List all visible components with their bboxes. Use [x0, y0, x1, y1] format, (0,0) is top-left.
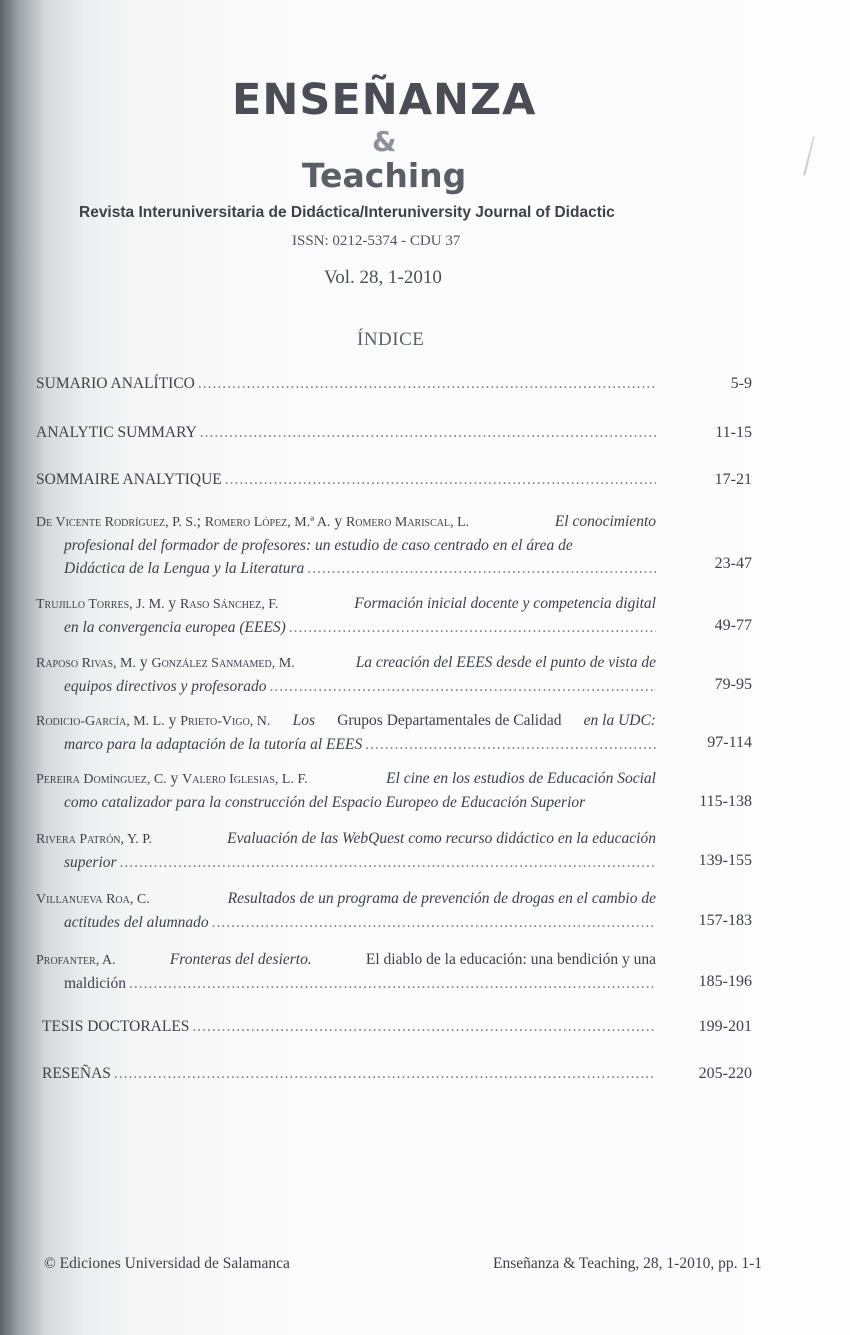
toc-page-range: 11-15: [715, 424, 752, 441]
toc-page-range: 79-95: [714, 676, 752, 693]
toc-article-title: La creación del EEES desde el punto de vista de: [355, 654, 656, 671]
toc-article-title: como catalizador para la construcción del Espacio Europeo de Educación Superior: [64, 794, 586, 811]
toc-author: Profanter, A.: [36, 953, 116, 968]
journal-title-english: Teaching: [302, 156, 467, 195]
dot-leader: [212, 911, 656, 934]
dot-leader: [225, 468, 656, 491]
toc-entry-sumario-analitico[interactable]: [36, 372, 656, 395]
toc-page-range: 97-114: [707, 734, 752, 751]
toc-article-title: superior: [64, 854, 117, 871]
toc-article-title-plain: Grupos Departamentales de Calidad: [337, 712, 562, 729]
toc-entry-sommaire-analytique[interactable]: [36, 468, 656, 491]
toc-author: Raposo Rivas, M.: [36, 656, 136, 671]
toc-entry-title: RESEÑAS: [42, 1065, 111, 1082]
toc-separator: y: [164, 712, 181, 729]
footer-citation: Enseñanza & Teaching, 28, 1-2010, pp. 1-1: [493, 1255, 762, 1272]
dot-leader: [120, 851, 656, 874]
toc-entry-analytic-summary[interactable]: [36, 421, 656, 444]
toc-article-title: Didáctica de la Lengua y la Literatura: [64, 560, 305, 577]
index-heading: ÍNDICE: [357, 329, 425, 350]
dot-leader: [200, 421, 656, 444]
toc-article-title: actitudes del alumnado: [64, 914, 209, 931]
toc-page-range: 5-9: [730, 375, 752, 392]
toc-entry-resenas[interactable]: [42, 1062, 656, 1085]
dot-leader: [192, 1015, 656, 1038]
toc-article-title: El conocimiento: [554, 513, 656, 530]
toc-page-range: 199-201: [698, 1018, 752, 1035]
toc-page-range: 49-77: [714, 617, 752, 634]
toc-entry-title: TESIS DOCTORALES: [42, 1018, 190, 1035]
journal-title-ampersand: &: [372, 125, 397, 158]
journal-title-spanish: ENSEÑANZA: [232, 75, 537, 125]
toc-article-title: Resultados de un programa de prevención de drogas en el cambio de: [227, 890, 656, 907]
toc-author: Prieto-Vigo, N.: [180, 714, 271, 729]
toc-entry-raposo-rivas[interactable]: [36, 651, 656, 698]
toc-author: Villanueva Roa, C.: [36, 892, 150, 907]
toc-article-title: Formación inicial docente y competencia digital: [354, 595, 656, 612]
toc-separator: y: [166, 770, 183, 787]
toc-entry-villanueva-roa[interactable]: [36, 887, 656, 934]
toc-author: Romero López, M.ª A.: [204, 515, 331, 530]
toc-article-title: equipos directivos y profesorado: [64, 678, 267, 695]
toc-article-title: en la UDC:: [583, 712, 656, 729]
toc-entry-trujillo-torres[interactable]: [36, 592, 656, 639]
toc-author: De Vicente Rodríguez, P. S.: [36, 515, 197, 530]
toc-page-range: 205-220: [698, 1065, 752, 1082]
dot-leader: [198, 372, 656, 395]
toc-entry-title: SUMARIO ANALÍTICO: [36, 375, 195, 392]
toc-separator: y: [164, 595, 181, 612]
toc-separator: y: [135, 654, 152, 671]
journal-subtitle: Revista Interuniversitaria de Didáctica/Interuniversity Journal of Didactic: [79, 204, 615, 221]
toc-author: Rodicio-García, M. L.: [36, 714, 165, 729]
toc-page-range: 17-21: [714, 471, 752, 488]
toc-author: Valero Iglesias, L. F.: [182, 772, 308, 787]
toc-entry-rodicio-garcia[interactable]: [36, 709, 656, 756]
toc-page-range: 139-155: [698, 852, 752, 869]
toc-article-title-plain: El diablo de la educación: una bendición y una: [365, 951, 656, 968]
toc-article-title: en la convergencia europea (EEES): [64, 619, 286, 636]
dot-leader: [269, 675, 656, 698]
toc-entry-title: SOMMAIRE ANALYTIQUE: [36, 471, 222, 488]
toc-article-title: El cine en los estudios de Educación Social: [386, 770, 656, 787]
toc-author: Trujillo Torres, J. M.: [36, 597, 165, 612]
dot-leader: [365, 733, 656, 756]
toc-entry-title: ANALYTIC SUMMARY: [36, 424, 197, 441]
toc-entry-pereira-dominguez[interactable]: [36, 767, 656, 814]
toc-separator: y: [330, 513, 346, 530]
toc-page-range: 23-47: [714, 555, 752, 572]
issn-line: ISSN: 0212-5374 - CDU 37: [292, 233, 461, 249]
toc-entry-de-vicente[interactable]: [36, 510, 656, 580]
toc-page-range: 115-138: [699, 793, 752, 810]
footer-copyright: © Ediciones Universidad de Salamanca: [44, 1255, 290, 1272]
toc-article-title: Los: [292, 712, 316, 729]
toc-article-title: Fronteras del desierto.: [169, 951, 312, 968]
dot-leader: [129, 972, 656, 995]
toc-author: González Sanmamed, M.: [151, 656, 295, 671]
toc-author: Raso Sánchez, F.: [180, 597, 279, 612]
toc-article-title: Evaluación de las WebQuest como recurso didáctico en la educación: [227, 830, 656, 847]
volume-line: Vol. 28, 1-2010: [324, 267, 442, 288]
toc-author: Pereira Domínguez, C.: [36, 772, 167, 787]
toc-page-range: 185-196: [698, 973, 752, 990]
dot-leader: [307, 557, 656, 580]
pen-mark: [803, 136, 815, 175]
toc-author: Rivera Patrón, Y. P.: [36, 832, 153, 847]
toc-article-title: profesional del formador de profesores: un estudio de caso centrado en el área de: [64, 537, 573, 554]
toc-separator: ;: [196, 513, 205, 530]
dot-leader: [289, 616, 656, 639]
toc-article-title-plain: maldición: [64, 975, 126, 992]
toc-author: Romero Mariscal, L.: [345, 515, 470, 530]
toc-entry-profanter[interactable]: [36, 948, 656, 995]
toc-page-range: 157-183: [698, 912, 752, 929]
toc-entry-rivera-patron[interactable]: [36, 827, 656, 874]
toc-article-title: marco para la adaptación de la tutoría al EEES: [64, 736, 363, 753]
dot-leader: [114, 1062, 656, 1085]
toc-entry-tesis-doctorales[interactable]: [42, 1015, 656, 1038]
